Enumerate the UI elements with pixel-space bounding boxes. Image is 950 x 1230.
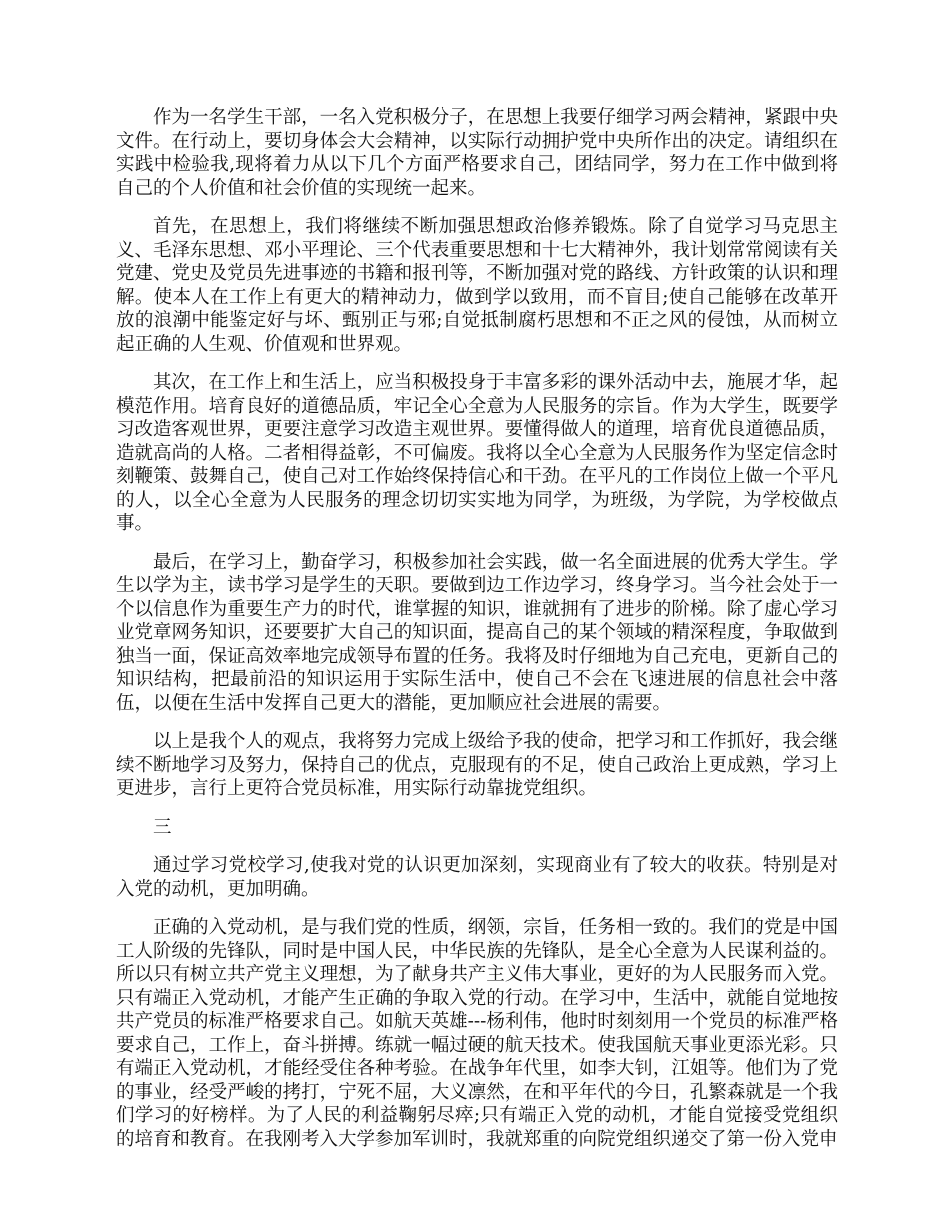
paragraph-conclusion: 以上是我个人的观点，我将努力完成上级给予我的使命，把学习和工作抓好，我会继续不断地学习及努力，保持自己的优点，克服现有的不足，使自己政治上更成熟，学习上更进步，言行上更符合党员标准，用实际行动靠拢党组织。 (116, 731, 838, 799)
paragraph-motivation: 正确的入党动机，是与我们党的性质，纲领，宗旨，任务相一致的。我们的党是中国工人阶级的先锋队，同时是中国人民，中华民族的先锋队，是全心全意为人民谋利益的。所以只有树立共产党主义理想，为了献身共产主义伟大事业，更好的为人民服务而入党。只有端正入党动机，才能产生正确的争取入党的行动。在学习中，生活中，就能自觉地按共产党员的标准严格要求自己。如航天英雄---杨利伟，他时时刻刻用一个党员的标准严格要求自己，工作上，奋斗拼搏。练就一幅过硬的航天技术。使我国航天事业更添光彩。只有端正入党动机，才能经受住各种考验。在战争年代里，如李大钊，江姐等。他们为了党的事业，经受严峻的拷打，宁死不屈，大义凛然，在和平年代的今日，孔繁森就是一个我们学习的好榜样。为了人民的利益鞠躬尽瘁;只有端正入党的动机，才能自觉接受党组织的培育和教育。在我刚考入大学参加军训时，我就郑重的向院党组织递交了第一份入党申 (116, 917, 838, 1150)
paragraph-intro: 作为一名学生干部，一名入党积极分子，在思想上我要仔细学习两会精神，紧跟中央文件。在行动上，要切身体会大会精神，以实际行动拥护党中央所作出的决定。请组织在实践中检验我,现将着力从以下几个方面严格要求自己，团结同学，努力在工作中做到将自己的个人价值和社会价值的实现统一起来。 (116, 107, 838, 199)
paragraph-work-life: 其次，在工作上和生活上，应当积极投身于丰富多彩的课外活动中去，施展才华，起模范作用。培育良好的道德品质，牢记全心全意为人民服务的宗旨。作为大学生，既要学习改造客观世界，更要注意学习改造主观世界。要懂得做人的道理，培育优良道德品质，造就高尚的人格。二者相得益彰，不可偏废。我将以全心全意为人民服务作为坚定信念时刻鞭策、鼓舞自己，使自己对工作始终保持信心和干劲。在平凡的工作岗位上做一个平凡的人，以全心全意为人民服务的理念切切实实地为同学，为班级，为学院，为学校做点事。 (116, 372, 838, 534)
section-number: 三 (153, 816, 172, 838)
paragraph-study: 最后，在学习上，勤奋学习，积极参加社会实践，做一名全面进展的优秀大学生。学生以学为主，读书学习是学生的天职。要做到边工作边学习，终身学习。当今社会处于一个以信息作为重要生产力的时代，谁掌握的知识，谁就拥有了进步的阶梯。除了虚心学习业党章网务知识，还要要扩大自己的知识面，提高自己的某个领域的精深程度，争取做到独当一面，保证高效率地完成领导布置的任务。我将及时仔细地为自己充电，更新自己的知识结构，把最前沿的知识运用于实际生活中，使自己不会在飞速进展的信息社会中落伍，以便在生活中发挥自己更大的潜能，更加顺应社会进展的需要。 (116, 551, 838, 714)
paragraph-thought: 首先，在思想上，我们将继续不断加强思想政治修养锻炼。除了自觉学习马克思主义、毛泽东思想、邓小平理论、三个代表重要思想和十七大精神外，我计划常常阅读有关党建、党史及党员先进事迹的书籍和报刊等，不断加强对党的路线、方针政策的认识和理解。使本人在工作上有更大的精神动力，做到学以致用，而不盲目;使自己能够在改革开放的浪潮中能鉴定好与坏、甄别正与邪;自觉抵制腐朽思想和不正之风的侵蚀，从而树立起正确的人生观、价值观和世界观。 (116, 216, 838, 355)
paragraph-party-school: 通过学习党校学习,使我对党的认识更加深刻，实现商业有了较大的收获。特别是对入党的动机，更加明确。 (116, 855, 838, 900)
document-page (116, 106, 838, 1166)
